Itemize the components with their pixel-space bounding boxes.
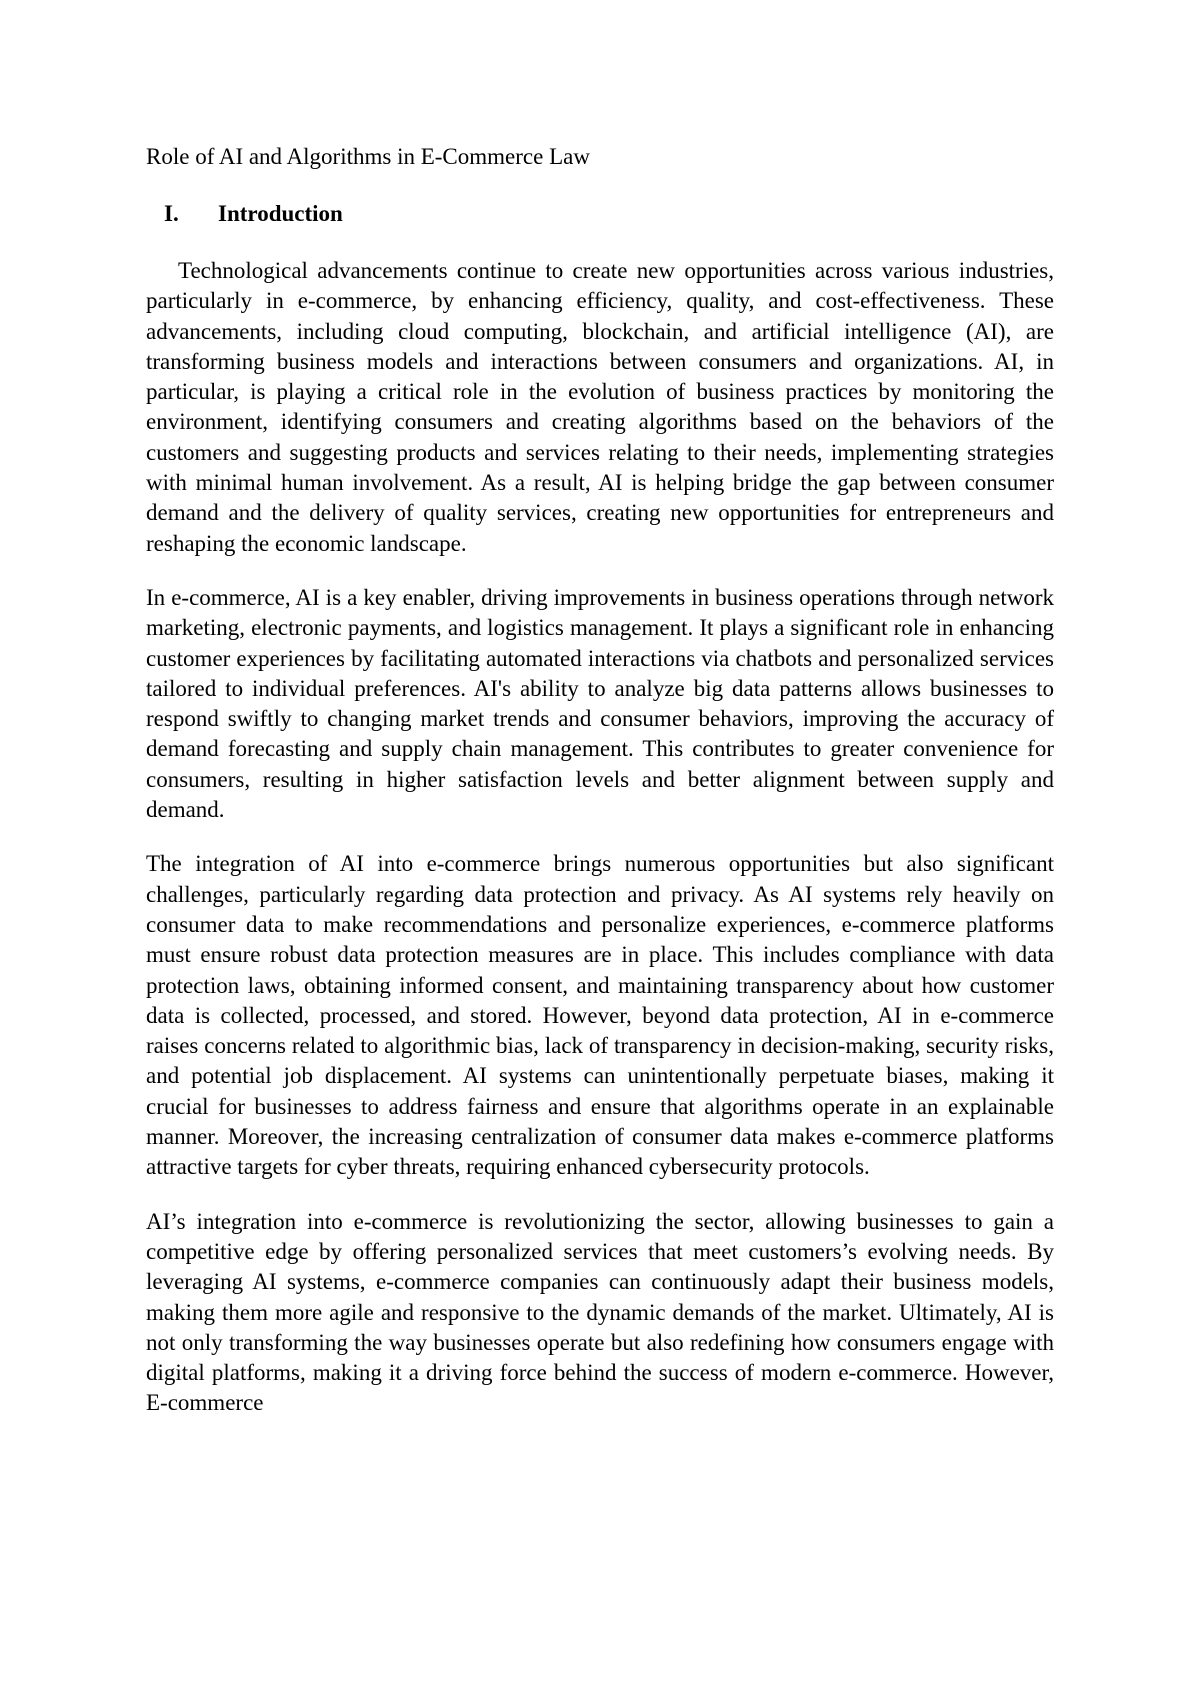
document-title: Role of AI and Algorithms in E-Commerce Law: [146, 144, 590, 169]
section-title: Introduction: [218, 201, 343, 226]
section-heading: [146, 199, 1054, 229]
paragraph-2: In e-commerce, AI is a key enabler, driving improvements in business operations through network marketing, electronic payments, and logistics management. It plays a significant role in enhancing customer experiences by facilitating automated interactions via chatbots and personalized services tailored to individual preferences. AI's ability to analyze big data patterns allows businesses to respond swiftly to changing market trends and consumer behaviors, improving the accuracy of demand forecasting and supply chain management. This contributes to greater convenience for consumers, resulting in higher satisfaction levels and better alignment between supply and demand.: [146, 584, 1054, 823]
paragraph-3: The integration of AI into e-commerce brings numerous opportunities but also significant challenges, particularly regarding data protection and privacy. As AI systems rely heavily on consumer data to make recommendations and personalize experiences, e-commerce platforms must ensure robust data protection measures are in place. This includes compliance with data protection laws, obtaining informed consent, and maintaining transparency about how customer data is collected, processed, and stored. However, beyond data protection, AI in e-commerce raises concerns related to algorithmic bias, lack of transparency in decision-making, security risks, and potential job displacement. AI systems can unintentionally perpetuate biases, making it crucial for businesses to address fairness and ensure that algorithms operate in an explainable manner. Moreover, the increasing centralization of consumer data makes e-commerce platforms attractive targets for cyber threats, requiring enhanced cybersecurity protocols.: [146, 851, 1054, 1180]
paragraph-4: AI’s integration into e-commerce is revolutionizing the sector, allowing businesses to gain a competitive edge by offering personalized services that meet customers’s evolving needs. By leveraging AI systems, e-commerce companies can continuously adapt their business models, making them more agile and responsive to the dynamic demands of the market. Ultimately, AI is not only transforming the way businesses operate but also redefining how consumers engage with digital platforms, making it a driving force behind the success of modern e-commerce. However, E-commerce: [146, 1208, 1054, 1416]
section-number: I.: [164, 201, 179, 226]
document-body: [146, 142, 1054, 1419]
paragraph-1: Technological advancements continue to create new opportunities across various industries, particularly in e-commerce, by enhancing efficiency, quality, and cost-effectiveness. These advancements, including cloud computing, blockchain, and artificial intelligence (AI), are transforming business models and interactions between consumers and organizations. AI, in particular, is playing a critical role in the evolution of business practices by monitoring the environment, identifying consumers and creating algorithms based on the behaviors of the customers and suggesting products and services relating to their needs, implementing strategies with minimal human involvement. As a result, AI is helping bridge the gap between consumer demand and the delivery of quality services, creating new opportunities for entrepreneurs and reshaping the economic landscape.: [146, 258, 1054, 556]
